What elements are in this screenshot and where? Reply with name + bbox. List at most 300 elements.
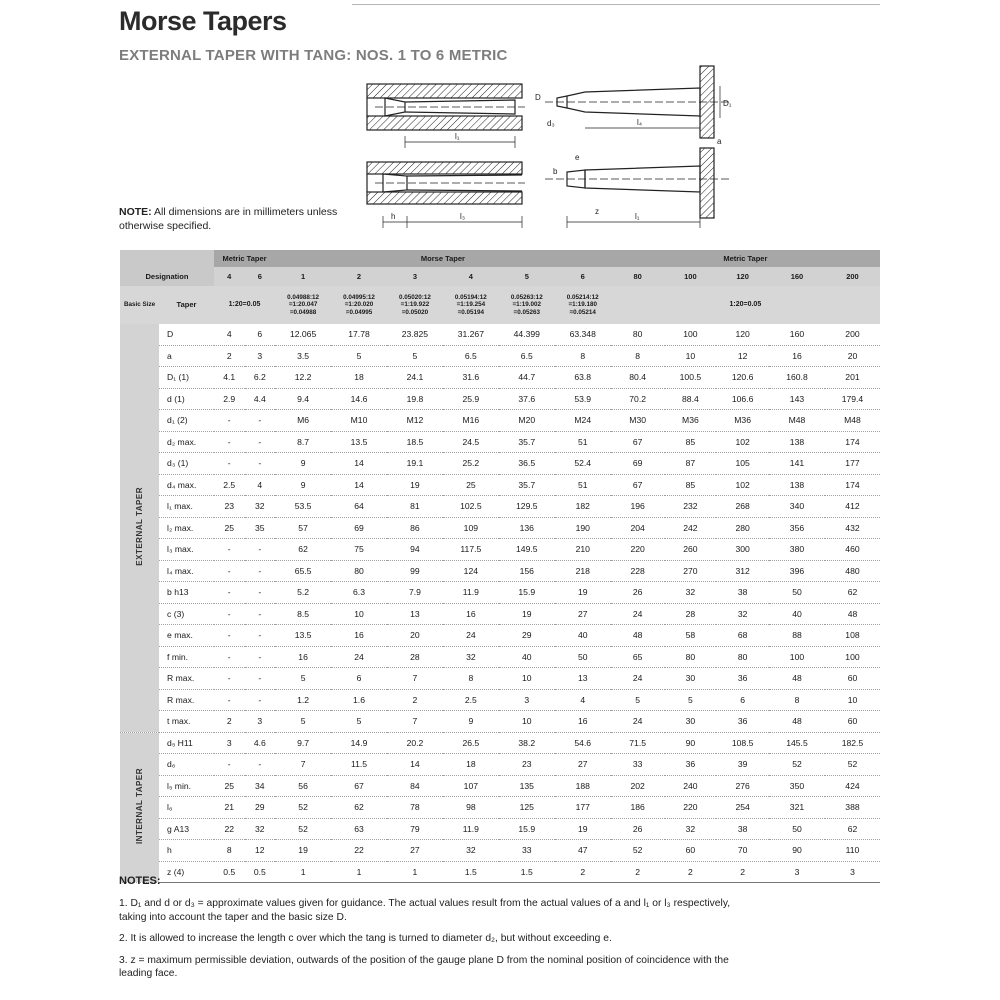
table-cell: 28 bbox=[387, 646, 443, 668]
table-cell: 94 bbox=[387, 539, 443, 561]
table-cell: 90 bbox=[665, 732, 717, 754]
table-cell: 106.6 bbox=[716, 388, 769, 410]
table-cell: 38 bbox=[716, 582, 769, 604]
label-l6: l₁ bbox=[635, 212, 640, 221]
table-cell: 99 bbox=[387, 560, 443, 582]
table-cell: 100 bbox=[769, 646, 825, 668]
table-cell: 2.5 bbox=[443, 689, 499, 711]
table-cell: - bbox=[214, 754, 245, 776]
table-cell: 51 bbox=[555, 474, 611, 496]
table-cell: 182.5 bbox=[825, 732, 880, 754]
table-cell: M16 bbox=[443, 410, 499, 432]
table-cell: M36 bbox=[665, 410, 717, 432]
table-cell: 11.9 bbox=[443, 818, 499, 840]
table-cell: 3 bbox=[769, 861, 825, 883]
table-cell: 0.5 bbox=[245, 861, 276, 883]
table-cell: 268 bbox=[716, 496, 769, 518]
table-cell: 280 bbox=[716, 517, 769, 539]
table-cell: 24 bbox=[611, 711, 665, 733]
column-number: 160 bbox=[769, 267, 825, 286]
table-row bbox=[120, 410, 880, 432]
table-cell: - bbox=[245, 453, 276, 475]
table-cell: 19 bbox=[555, 818, 611, 840]
table-cell: 69 bbox=[611, 453, 665, 475]
table-cell: 10 bbox=[499, 711, 555, 733]
table-cell: 60 bbox=[665, 840, 717, 862]
table-cell: 78 bbox=[387, 797, 443, 819]
row-label: f min. bbox=[159, 646, 214, 668]
label-D1: D₁ bbox=[723, 99, 732, 108]
table-cell: 7.9 bbox=[387, 582, 443, 604]
column-number: 120 bbox=[716, 267, 769, 286]
table-cell: 37.6 bbox=[499, 388, 555, 410]
table-cell: 80 bbox=[331, 560, 387, 582]
row-label: l₆ bbox=[159, 797, 214, 819]
row-label: l₁ max. bbox=[159, 496, 214, 518]
table-cell: 36 bbox=[716, 668, 769, 690]
label-z: z bbox=[595, 207, 599, 216]
table-cell: 8.5 bbox=[275, 603, 331, 625]
table-cell: 5 bbox=[275, 711, 331, 733]
table-cell: 2 bbox=[555, 861, 611, 883]
table-cell: 10 bbox=[499, 668, 555, 690]
table-cell: 8 bbox=[611, 345, 665, 367]
header-taper: Taper bbox=[159, 286, 214, 324]
table-cell: 5.2 bbox=[275, 582, 331, 604]
table-cell: 5 bbox=[387, 345, 443, 367]
table-cell: 39 bbox=[716, 754, 769, 776]
row-label: d₆ bbox=[159, 754, 214, 776]
table-cell: 32 bbox=[245, 496, 276, 518]
table-cell: 50 bbox=[769, 818, 825, 840]
table-cell: 432 bbox=[825, 517, 880, 539]
label-l4: l₄ bbox=[637, 118, 643, 127]
table-cell: 52 bbox=[275, 797, 331, 819]
table-cell: 40 bbox=[769, 603, 825, 625]
table-cell: - bbox=[245, 539, 276, 561]
table-cell: 138 bbox=[769, 431, 825, 453]
header-metric-taper-right: Metric Taper bbox=[611, 250, 880, 267]
table-cell: 87 bbox=[665, 453, 717, 475]
table-cell: 388 bbox=[825, 797, 880, 819]
table-cell: 396 bbox=[769, 560, 825, 582]
row-label: R max. bbox=[159, 689, 214, 711]
table-cell: 242 bbox=[665, 517, 717, 539]
table-cell: 1 bbox=[387, 861, 443, 883]
table-cell: 186 bbox=[611, 797, 665, 819]
table-cell: 56 bbox=[275, 775, 331, 797]
table-cell: 60 bbox=[825, 668, 880, 690]
row-label: d₃ (1) bbox=[159, 453, 214, 475]
table-cell: 48 bbox=[769, 711, 825, 733]
table-cell: 20 bbox=[825, 345, 880, 367]
table-cell: 23 bbox=[214, 496, 245, 518]
table-cell: 138 bbox=[769, 474, 825, 496]
table-cell: - bbox=[214, 431, 245, 453]
table-cell: 84 bbox=[387, 775, 443, 797]
taper-metric-right: 1:20=0.05 bbox=[611, 286, 880, 324]
taper-metric-left: 1:20=0.05 bbox=[214, 286, 275, 324]
taper-morse-value: 0.04995:12 =1:20.020 =0.04995 bbox=[331, 286, 387, 324]
table-cell: 135 bbox=[499, 775, 555, 797]
label-h: h bbox=[391, 212, 396, 221]
row-label: t max. bbox=[159, 711, 214, 733]
table-cell: 11.9 bbox=[443, 582, 499, 604]
table-cell: 24 bbox=[611, 668, 665, 690]
table-cell: 27 bbox=[387, 840, 443, 862]
table-cell: - bbox=[245, 560, 276, 582]
label-d3: d₃ bbox=[547, 119, 555, 128]
table-cell: 51 bbox=[555, 431, 611, 453]
table-cell: - bbox=[214, 453, 245, 475]
header-designation: Designation bbox=[120, 267, 214, 286]
note-item-1: 1. D₁ and d or d₃ = approximate values given for guidance. The actual values result from the actual values of a and l₁ or l₃ respectively, taking into account the taper and the basic size D. bbox=[119, 898, 731, 923]
table-cell: 81 bbox=[387, 496, 443, 518]
table-cell: 63.8 bbox=[555, 367, 611, 389]
table-cell: 80 bbox=[665, 646, 717, 668]
table-cell: 9.7 bbox=[275, 732, 331, 754]
label-l5: l₃ bbox=[460, 212, 466, 221]
header-metric-taper-left: Metric Taper bbox=[214, 250, 275, 267]
table-cell: M30 bbox=[611, 410, 665, 432]
table-cell: 50 bbox=[555, 646, 611, 668]
group-label bbox=[120, 732, 159, 883]
notes-heading: NOTES: bbox=[119, 875, 161, 887]
column-number: 200 bbox=[825, 267, 880, 286]
table-cell: 33 bbox=[499, 840, 555, 862]
top-rule bbox=[352, 4, 880, 5]
table-cell: 380 bbox=[769, 539, 825, 561]
table-cell: 30 bbox=[665, 711, 717, 733]
table-cell: M12 bbox=[387, 410, 443, 432]
column-number: 80 bbox=[611, 267, 665, 286]
column-number: 1 bbox=[275, 267, 331, 286]
table-cell: - bbox=[214, 410, 245, 432]
table-cell: 52 bbox=[825, 754, 880, 776]
table-cell: 120 bbox=[716, 324, 769, 345]
table-cell: - bbox=[214, 603, 245, 625]
table-cell: M10 bbox=[331, 410, 387, 432]
table-cell: 9.4 bbox=[275, 388, 331, 410]
table-cell: 14 bbox=[387, 754, 443, 776]
table-cell: 34 bbox=[245, 775, 276, 797]
table-row bbox=[120, 732, 880, 754]
table-cell: 4.1 bbox=[214, 367, 245, 389]
table-cell: 6.2 bbox=[245, 367, 276, 389]
table-cell: 1.5 bbox=[499, 861, 555, 883]
table-cell: 120.6 bbox=[716, 367, 769, 389]
table-cell: 26 bbox=[611, 582, 665, 604]
table-cell: 129.5 bbox=[499, 496, 555, 518]
table-cell: 35.7 bbox=[499, 431, 555, 453]
column-number: 100 bbox=[665, 267, 717, 286]
external-taper-view bbox=[367, 84, 525, 148]
table-cell: - bbox=[214, 689, 245, 711]
table-cell: 40 bbox=[499, 646, 555, 668]
row-label: d₄ max. bbox=[159, 474, 214, 496]
table-row bbox=[120, 517, 880, 539]
table-cell: 160 bbox=[769, 324, 825, 345]
table-cell: 88.4 bbox=[665, 388, 717, 410]
table-cell: 24 bbox=[443, 625, 499, 647]
table-cell: 110 bbox=[825, 840, 880, 862]
table-cell: 8 bbox=[443, 668, 499, 690]
table-cell: 2.5 bbox=[214, 474, 245, 496]
table-cell: 68 bbox=[716, 625, 769, 647]
table-cell: 75 bbox=[331, 539, 387, 561]
row-label: a bbox=[159, 345, 214, 367]
table-cell: 276 bbox=[716, 775, 769, 797]
table-cell: 36.5 bbox=[499, 453, 555, 475]
table-cell: 145.5 bbox=[769, 732, 825, 754]
column-number: 5 bbox=[499, 267, 555, 286]
table-cell: 4.4 bbox=[245, 388, 276, 410]
table-cell: 98 bbox=[443, 797, 499, 819]
table-cell: 3.5 bbox=[275, 345, 331, 367]
table-cell: 312 bbox=[716, 560, 769, 582]
table-cell: 3 bbox=[245, 345, 276, 367]
table-cell: - bbox=[245, 625, 276, 647]
table-cell: 3 bbox=[214, 732, 245, 754]
row-label: c (3) bbox=[159, 603, 214, 625]
row-label: d₁ (2) bbox=[159, 410, 214, 432]
table-cell: 19.8 bbox=[387, 388, 443, 410]
table-cell: 19 bbox=[555, 582, 611, 604]
table-cell: 7 bbox=[387, 711, 443, 733]
table-cell: 32 bbox=[716, 603, 769, 625]
table-cell: 6 bbox=[245, 324, 276, 345]
table-row bbox=[120, 582, 880, 604]
table-cell: 13.5 bbox=[331, 431, 387, 453]
column-number: 3 bbox=[387, 267, 443, 286]
table-cell: 5 bbox=[275, 668, 331, 690]
taper-morse-value: 0.05194:12 =1:19.254 =0.05194 bbox=[443, 286, 499, 324]
table-cell: 460 bbox=[825, 539, 880, 561]
table-cell: 228 bbox=[611, 560, 665, 582]
taper-spec-table bbox=[120, 250, 880, 883]
row-label: b h13 bbox=[159, 582, 214, 604]
table-row bbox=[120, 775, 880, 797]
table-row bbox=[120, 539, 880, 561]
table-row bbox=[120, 668, 880, 690]
table-cell: 2 bbox=[611, 861, 665, 883]
table-cell: 16 bbox=[769, 345, 825, 367]
table-cell: 5 bbox=[331, 345, 387, 367]
table-cell: 109 bbox=[443, 517, 499, 539]
table-cell: 5 bbox=[331, 711, 387, 733]
table-cell: 22 bbox=[214, 818, 245, 840]
table-cell: 254 bbox=[716, 797, 769, 819]
table-cell: M24 bbox=[555, 410, 611, 432]
table-cell: 52 bbox=[769, 754, 825, 776]
table-cell: 100.5 bbox=[665, 367, 717, 389]
table-cell: 30 bbox=[665, 668, 717, 690]
table-cell: 182 bbox=[555, 496, 611, 518]
table-row bbox=[120, 388, 880, 410]
table-cell: 321 bbox=[769, 797, 825, 819]
table-cell: 102 bbox=[716, 474, 769, 496]
table-cell: 5 bbox=[665, 689, 717, 711]
table-cell: 65 bbox=[611, 646, 665, 668]
table-row bbox=[120, 367, 880, 389]
table-cell: 26.5 bbox=[443, 732, 499, 754]
designation-spacer bbox=[120, 250, 214, 267]
table-cell: 4 bbox=[214, 324, 245, 345]
table-cell: 174 bbox=[825, 431, 880, 453]
table-cell: 71.5 bbox=[611, 732, 665, 754]
label-l1: l₁ bbox=[455, 132, 460, 141]
label-b: b bbox=[553, 167, 558, 176]
table-cell: 174 bbox=[825, 474, 880, 496]
page-title: Morse Tapers bbox=[119, 6, 287, 36]
table-cell: 6 bbox=[331, 668, 387, 690]
column-number: 6 bbox=[245, 267, 276, 286]
table-cell: 8 bbox=[769, 689, 825, 711]
table-cell: 14.6 bbox=[331, 388, 387, 410]
table-cell: 25 bbox=[443, 474, 499, 496]
table-cell: 17.78 bbox=[331, 324, 387, 345]
table-cell: 0.5 bbox=[214, 861, 245, 883]
table-cell: 48 bbox=[769, 668, 825, 690]
table-cell: 141 bbox=[769, 453, 825, 475]
table-cell: 50 bbox=[769, 582, 825, 604]
row-label: R max. bbox=[159, 668, 214, 690]
column-number: 6 bbox=[555, 267, 611, 286]
table-cell: 62 bbox=[331, 797, 387, 819]
table-cell: 36 bbox=[665, 754, 717, 776]
table-cell: 23.825 bbox=[387, 324, 443, 345]
table-cell: 8.7 bbox=[275, 431, 331, 453]
table-cell: 260 bbox=[665, 539, 717, 561]
label-D: D bbox=[535, 93, 541, 102]
table-cell: M20 bbox=[499, 410, 555, 432]
table-cell: 3 bbox=[499, 689, 555, 711]
row-label: d (1) bbox=[159, 388, 214, 410]
table-row bbox=[120, 689, 880, 711]
table-cell: 44.7 bbox=[499, 367, 555, 389]
table-cell: 18.5 bbox=[387, 431, 443, 453]
table-cell: 58 bbox=[665, 625, 717, 647]
table-cell: 48 bbox=[825, 603, 880, 625]
row-label: l₂ max. bbox=[159, 517, 214, 539]
note-label: NOTE: bbox=[119, 206, 152, 218]
table-cell: 2 bbox=[214, 345, 245, 367]
table-cell: 3 bbox=[245, 711, 276, 733]
table-cell: 232 bbox=[665, 496, 717, 518]
label-e: e bbox=[575, 153, 580, 162]
table-cell: 7 bbox=[275, 754, 331, 776]
table-cell: 240 bbox=[665, 775, 717, 797]
table-cell: 20 bbox=[387, 625, 443, 647]
table-cell: - bbox=[214, 582, 245, 604]
table-cell: 12 bbox=[716, 345, 769, 367]
table-cell: 35.7 bbox=[499, 474, 555, 496]
table-cell: - bbox=[214, 668, 245, 690]
table-cell: 22 bbox=[331, 840, 387, 862]
table-cell: 70.2 bbox=[611, 388, 665, 410]
table-cell: 48 bbox=[611, 625, 665, 647]
table-cell: - bbox=[245, 431, 276, 453]
table-cell: 23 bbox=[499, 754, 555, 776]
table-cell: 270 bbox=[665, 560, 717, 582]
table-cell: 179.4 bbox=[825, 388, 880, 410]
table-cell: 108 bbox=[825, 625, 880, 647]
table-cell: 7 bbox=[387, 668, 443, 690]
table-cell: 20.2 bbox=[387, 732, 443, 754]
table-cell: 63.348 bbox=[555, 324, 611, 345]
table-cell: 27 bbox=[555, 603, 611, 625]
table-cell: 8 bbox=[214, 840, 245, 862]
table-row bbox=[120, 345, 880, 367]
table-cell: 8 bbox=[555, 345, 611, 367]
table-cell: 100 bbox=[665, 324, 717, 345]
table-cell: 204 bbox=[611, 517, 665, 539]
taper-drawing bbox=[345, 62, 740, 240]
table-row bbox=[120, 754, 880, 776]
table-cell: 25 bbox=[214, 775, 245, 797]
group-label-text: EXTERNAL TAPER bbox=[135, 487, 145, 567]
table-cell: 32 bbox=[245, 818, 276, 840]
table-cell: 28 bbox=[665, 603, 717, 625]
table-cell: 177 bbox=[555, 797, 611, 819]
table-cell: 47 bbox=[555, 840, 611, 862]
table-cell: 156 bbox=[499, 560, 555, 582]
table-row bbox=[120, 818, 880, 840]
table-cell: 62 bbox=[825, 818, 880, 840]
table-cell: 160.8 bbox=[769, 367, 825, 389]
table-cell: 340 bbox=[769, 496, 825, 518]
table-cell: 16 bbox=[275, 646, 331, 668]
table-cell: 53.5 bbox=[275, 496, 331, 518]
table-cell: 16 bbox=[555, 711, 611, 733]
table-cell: 38.2 bbox=[499, 732, 555, 754]
page-subtitle: EXTERNAL TAPER WITH TANG: NOS. 1 TO 6 METRIC bbox=[119, 47, 508, 64]
row-label: l₃ max. bbox=[159, 539, 214, 561]
table-cell: - bbox=[245, 668, 276, 690]
table-row bbox=[120, 840, 880, 862]
table-cell: 79 bbox=[387, 818, 443, 840]
table-cell: 31.6 bbox=[443, 367, 499, 389]
table-cell: - bbox=[245, 582, 276, 604]
table-cell: 108.5 bbox=[716, 732, 769, 754]
table-row bbox=[120, 603, 880, 625]
table-cell: 102 bbox=[716, 431, 769, 453]
table-cell: 200 bbox=[825, 324, 880, 345]
table-cell: - bbox=[214, 625, 245, 647]
table-cell: 19 bbox=[275, 840, 331, 862]
table-cell: M48 bbox=[769, 410, 825, 432]
table-cell: 32 bbox=[665, 818, 717, 840]
table-cell: 424 bbox=[825, 775, 880, 797]
table-cell: 9 bbox=[275, 453, 331, 475]
notes-section bbox=[119, 875, 739, 989]
table-cell: 80.4 bbox=[611, 367, 665, 389]
table-cell: 32 bbox=[443, 840, 499, 862]
table-cell: 54.6 bbox=[555, 732, 611, 754]
table-row bbox=[120, 431, 880, 453]
table-cell: 15.9 bbox=[499, 582, 555, 604]
row-label: d₂ max. bbox=[159, 431, 214, 453]
table-cell: 1.2 bbox=[275, 689, 331, 711]
table-cell: 220 bbox=[665, 797, 717, 819]
table-cell: 190 bbox=[555, 517, 611, 539]
dimension-note bbox=[119, 205, 349, 233]
table-cell: 27 bbox=[555, 754, 611, 776]
table-cell: 36 bbox=[716, 711, 769, 733]
table-cell: 356 bbox=[769, 517, 825, 539]
table-cell: 14.9 bbox=[331, 732, 387, 754]
table-cell: 220 bbox=[611, 539, 665, 561]
